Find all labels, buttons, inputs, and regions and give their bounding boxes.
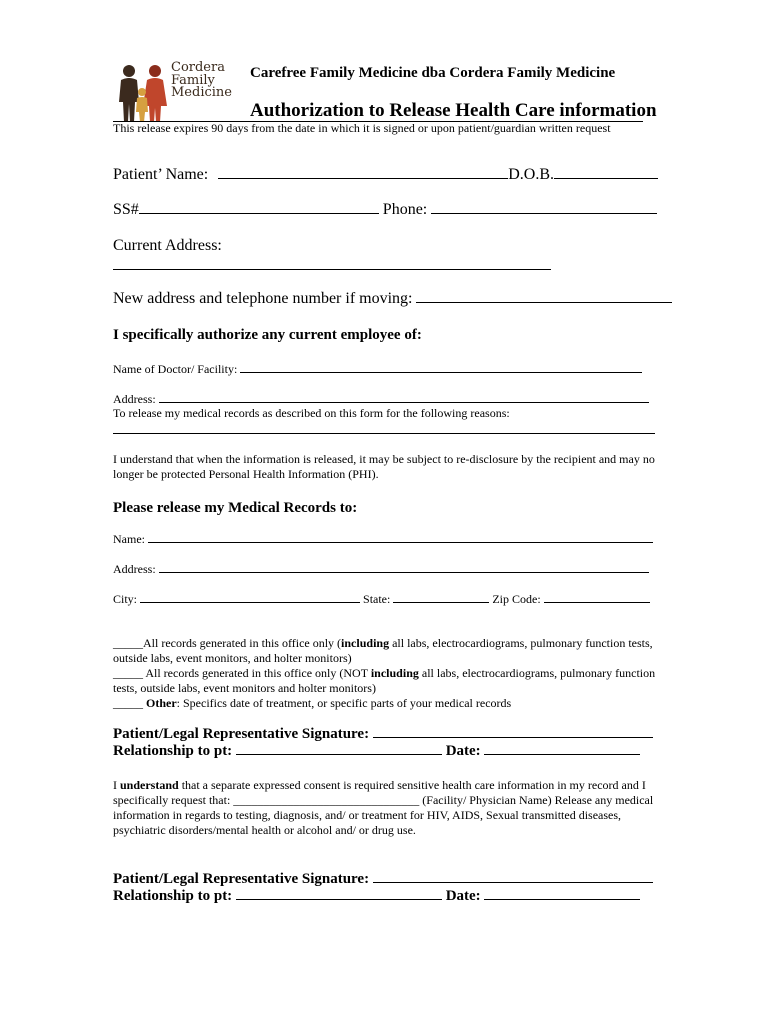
phone-label: Phone: <box>382 201 428 218</box>
doctor-field[interactable] <box>240 371 642 373</box>
expiration-note: This release expires 90 days from the date in which it is signed or upon patient/guardian written request <box>113 121 611 135</box>
current-address-field[interactable] <box>113 269 551 270</box>
logo-line-2: Family <box>171 72 215 88</box>
authorize-address-row <box>113 392 649 407</box>
new-address-row <box>113 290 672 308</box>
new-address-label: New address and telephone number if moving: <box>113 290 413 307</box>
relationship-1-label: Relationship to pt: <box>113 743 233 759</box>
signature-2-field[interactable] <box>373 881 653 883</box>
city-field[interactable] <box>140 601 360 603</box>
relationship-1-row <box>113 743 640 760</box>
reasons-field[interactable] <box>113 433 655 434</box>
state-label: State: <box>363 592 391 606</box>
option-3-bold: Other <box>146 696 177 710</box>
authorize-address-label: Address: <box>113 392 156 406</box>
state-field[interactable] <box>393 601 489 603</box>
date-1-field[interactable] <box>484 753 640 755</box>
logo-line-1: Cordera <box>171 60 225 75</box>
option-3-blank[interactable]: _____ <box>113 696 146 710</box>
relationship-2-field[interactable] <box>236 898 442 900</box>
consent-text-c: (Facility/ Physician Name) Release any medical information in regards to testing, diagnosis, and/ or treatment for HIV, AIDS, Sexual transmitted diseases, psychiatric disorders/mental health or alcohol and/ or drug use. <box>113 793 654 837</box>
release-heading: Please release my Medical Records to: <box>113 500 358 516</box>
family-figures-icon <box>117 62 171 124</box>
option-2-blank[interactable]: _____ <box>113 666 146 680</box>
option-2-text-a: All records generated in this office only (NOT <box>145 666 371 680</box>
release-address-label: Address: <box>113 562 156 576</box>
relationship-1-field[interactable] <box>236 753 442 755</box>
doctor-row <box>113 362 642 377</box>
city-state-zip-row <box>113 592 650 607</box>
facility-physician-field[interactable]: _______________________________ <box>233 793 420 807</box>
option-all-records-not-including[interactable] <box>113 666 658 696</box>
option-3-text: : Specifics date of treatment, or specific parts of your medical records <box>176 696 512 710</box>
zip-label: Zip Code: <box>492 592 541 606</box>
option-1-bold: including <box>341 636 390 650</box>
doctor-label: Name of Doctor/ Facility: <box>113 362 238 376</box>
option-2-text-b: all labs, electrocardiograms, pulmonary function tests, outside labs, event monitors and holter monitors) <box>113 666 656 695</box>
release-name-label: Name: <box>113 532 145 546</box>
clinic-name: Carefree Family Medicine dba Cordera Family Medicine <box>250 65 616 81</box>
date-2-field[interactable] <box>484 898 640 900</box>
phone-field[interactable] <box>431 212 657 214</box>
consent-text-b: that a separate expressed consent is required sensitive health care information in my record and I specifically request that: <box>113 778 646 807</box>
option-1-text-a: All records generated in this office only ( <box>143 636 342 650</box>
patient-name-field[interactable] <box>218 177 508 179</box>
consent-text-a: I <box>113 778 120 792</box>
option-all-records-including[interactable] <box>113 636 658 666</box>
authorize-address-field[interactable] <box>159 401 649 403</box>
option-other[interactable] <box>113 696 658 711</box>
ss-field[interactable] <box>139 212 379 214</box>
ss-phone-row <box>113 201 657 219</box>
release-address-row <box>113 562 649 577</box>
authorize-heading: I specifically authorize any current employee of: <box>113 327 422 343</box>
current-address-label: Current Address: <box>113 237 222 254</box>
signature-1-field[interactable] <box>373 736 653 738</box>
signature-1-row <box>113 726 653 743</box>
release-name-field[interactable] <box>148 541 653 543</box>
reasons-label: To release my medical records as described on this form for the following reasons: <box>113 406 510 420</box>
disclosure-text: I understand that when the information is released, it may be subject to re-disclosure by the recipient and may no longer be protected Personal Health Information (PHI). <box>113 452 655 481</box>
consent-bold: understand <box>120 778 179 792</box>
logo-line-3: Medicine <box>171 85 232 100</box>
logo-wordmark <box>171 62 232 100</box>
new-address-field[interactable] <box>416 301 672 303</box>
relationship-2-row <box>113 888 640 905</box>
signature-2-row <box>113 871 653 888</box>
date-1-label: Date: <box>445 743 481 759</box>
clinic-logo <box>117 62 235 124</box>
consent-paragraph <box>113 778 658 838</box>
ss-label: SS# <box>113 201 139 218</box>
option-1-text-b: all labs, electrocardiograms, pulmonary function tests, outside labs, event monitors, and holter monitors) <box>113 636 653 665</box>
date-2-label: Date: <box>445 888 481 904</box>
dob-field[interactable] <box>554 177 658 179</box>
option-2-bold: including <box>370 666 419 680</box>
relationship-2-label: Relationship to pt: <box>113 888 233 904</box>
patient-name-row <box>113 166 658 184</box>
option-1-blank[interactable]: _____ <box>113 636 143 650</box>
patient-name-label: Patient’ Name: <box>113 166 209 183</box>
city-label: City: <box>113 592 138 606</box>
zip-field[interactable] <box>544 601 650 603</box>
dob-label: D.O.B. <box>508 166 555 183</box>
release-address-field[interactable] <box>159 571 649 573</box>
signature-1-label: Patient/Legal Representative Signature: <box>113 726 370 742</box>
release-name-row <box>113 532 653 547</box>
page-title: Authorization to Release Health Care information <box>250 100 657 121</box>
signature-2-label: Patient/Legal Representative Signature: <box>113 871 370 887</box>
